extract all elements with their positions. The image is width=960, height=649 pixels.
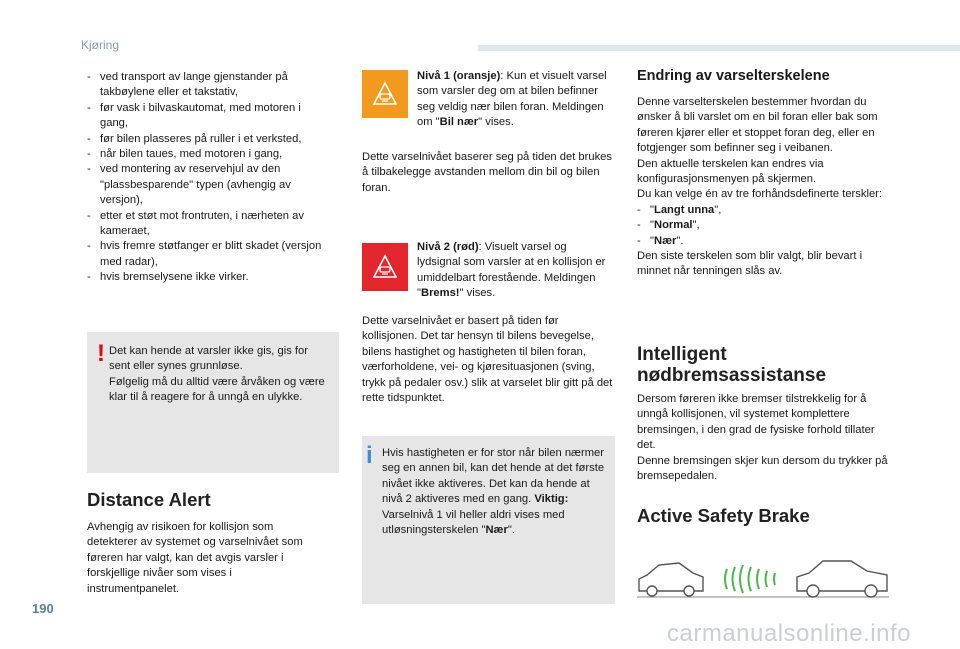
list-item: - før bilen plasseres på ruller i et verksted, [87,132,302,145]
threshold-intro: Denne varselterskelen bestemmer hvordan du ønsker å bli varslet om en bil foran eller bak som føreren kjører eller et stoppet foran deg, eller en fotgjenger som befinner seg i veibanen. Den aktuelle terskelen kan endres via konfigurasjonsmenyen på skjermen. Du kan velge én av tre forhåndsdefinerte terskler: [637,96,883,201]
front-car [639,563,703,596]
warning-text: Det kan hende at varsler ikke gis, gis for sent eller synes grunnløse. Følgelig må du alltid være årvåken og være klar til å reagere for å unngå en ulykke. [109,345,325,404]
info-icon: i [366,442,373,469]
info-text: Hvis hastigheten er for stor når bilen nærmer seg en annen bil, kan det hende at det første nivået ikke aktiveres. Det kan da hende at nivå 2 aktiveres med en gang. Viktig: Varselnivå 1 vil heller aldri vises med utløsningsterskelen "Nær". [382,447,605,537]
distance-alert-title: Distance Alert [87,489,211,510]
list-item: - hvis bremselysene ikke virker. [87,271,249,284]
header-bar [478,45,960,51]
cars-illustration [637,553,889,603]
radar-waves [725,565,775,593]
watermark: carmanualsonline.info [667,620,911,647]
collision-warning-icon [362,243,408,291]
list-item: - når bilen taues, med motoren i gang, [87,148,283,161]
conditions-list [87,70,329,286]
list-item: - etter et støt mot frontruten, i nærheten av kameraet, [87,209,304,238]
page-number: 190 [32,601,54,616]
exclamation-icon: ! [97,340,105,367]
threshold-section [637,95,892,280]
warning-box [87,332,339,473]
threshold-outro: Den siste terskelen som blir valgt, blir bevart i minnet når tenningen slås av. [637,250,863,278]
intelligent-title: Intelligent nødbremsassistanse [637,344,827,386]
list-item: - hvis fremre støtfanger er blitt skadet (versjon med radar), [87,240,322,268]
section-header: Kjøring [81,38,120,52]
threshold-title: Endring av varselterskelene [637,68,830,84]
collision-warning-icon [362,70,408,118]
list-item: - før vask i bilvaskautomat, med motoren i gang, [87,101,301,130]
list-item: - ved montering av reservehjul av den "plassbesparende" typen (avhengig av versjon), [87,163,291,207]
collision-warning-icon [372,81,398,107]
info-box [362,436,615,604]
collision-warning-icon [372,254,398,280]
level1-text: Nivå 1 (oransje): Kun et visuelt varsel som varsler deg om at bilen befinner seg veldig nær bilen foran. Meldingen om "Bil nær" vises. [417,70,607,129]
rear-car [797,561,887,597]
list-item: - "Langt unna", [637,203,722,216]
intelligent-body: Dersom føreren ikke bremser tilstrekkelig for å unngå kollisjonen, vil systemet komplettere bremsingen, i den grad de fysiske forhold tillater det. Denne bremsingen skjer kun dersom du trykker på bremsepedalen. [637,393,888,483]
level2-text: Nivå 2 (rød): Visuelt varsel og lydsignal som varsler at en kollisjon er umiddelbart forestående. Meldingen "Brems!" vises. [417,241,606,300]
level1-note: Dette varselnivået baserer seg på tiden det brukes å tilbakelegge avstanden mellom din bil og bilen foran. [362,151,612,194]
list-item: - "Normal", [637,219,700,232]
list-item: - ved transport av lange gjenstander på takbøylene eller et takstativ, [87,71,288,99]
list-item: - "Nær". [637,234,684,247]
distance-alert-body: Avhengig av risikoen for kollisjon som detekterer av systemet og varselnivået som føreren har valgt, kan det avgis varsler i forskjellige nivåer som vises i instrumentpanelet. [87,521,303,595]
active-safety-title: Active Safety Brake [637,505,810,526]
level2-note: Dette varselnivået er basert på tiden før kollisjonen. Det tar hensyn til bilens bevegelse, bilens hastighet og hastigheten til bilen foran, værforholdene, vei- og kjøresituasjonen (sving, trykk på pedaler osv.) slik at varselet blir gitt på det rette tidspunktet. [362,315,613,405]
